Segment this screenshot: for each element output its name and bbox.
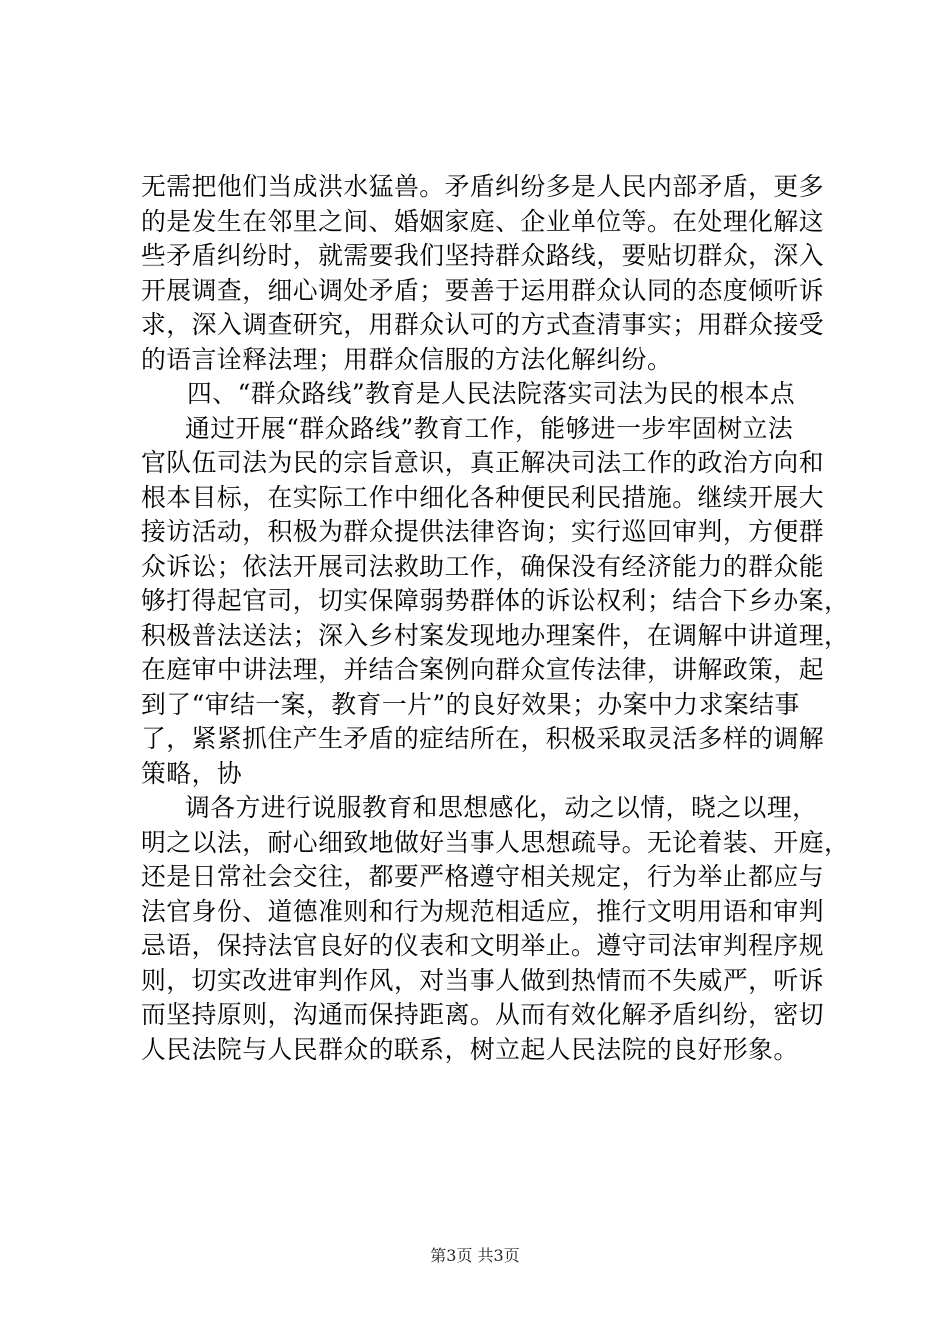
- text-line: 到了“审结一案，教育一片”的良好效果；办案中力求案结事: [141, 689, 800, 719]
- text-line: 官队伍司法为民的宗旨意识，真正解决司法工作的政治方向和: [141, 448, 825, 477]
- text-line: 求，深入调查研究，用群众认可的方式查清事实；用群众接受: [141, 310, 825, 339]
- text-line: 众诉讼；依法开展司法救助工作，确保没有经济能力的群众能: [141, 551, 825, 581]
- text-line: 在庭审中讲法理，并结合案例向群众宣传法律，讲解政策，起: [141, 655, 825, 684]
- text-line: 够打得起官司，切实保障弱势群体的诉讼权利；结合下乡办案，: [141, 586, 850, 615]
- text-line: 法官身份、道德准则和行为规范相适应，推行文明用语和审判: [141, 896, 825, 926]
- text-line: 的语言诠释法理；用群众信服的方法化解纠纷。: [141, 344, 673, 374]
- text-line: 的是发生在邻里之间、婚姻家庭、企业单位等。在处理化解这: [141, 206, 825, 236]
- page-footer: 第3页 共3页: [430, 1246, 520, 1265]
- text-line: 人民法院与人民群众的联系，树立起人民法院的良好形象。: [141, 1034, 799, 1064]
- text-line: 通过开展“群众路线”教育工作，能够进一步牢固树立法: [185, 413, 794, 443]
- text-line: 些矛盾纠纷时，就需要我们坚持群众路线，要贴切群众，深入: [141, 241, 825, 270]
- text-line: 还是日常社会交往，都要严格遵守相关规定，行为举止都应与: [141, 862, 825, 891]
- text-line: 则，切实改进审判作风，对当事人做到热情而不失威严，听诉: [141, 965, 825, 995]
- text-line: 无需把他们当成洪水猛兽。矛盾纠纷多是人民内部矛盾，更多: [141, 172, 825, 201]
- text-line: 根本目标，在实际工作中细化各种便民利民措施。继续开展大: [141, 482, 825, 512]
- document-body: [141, 170, 850, 1067]
- text-line: 忌语，保持法官良好的仪表和文明举止。遵守司法审判程序规: [141, 931, 825, 960]
- text-line: 了，紧紧抓住产生矛盾的症结所在，积极采取灵活多样的调解: [141, 724, 825, 753]
- text-line: 策略，协: [141, 758, 243, 788]
- text-line: 调各方进行说服教育和思想感化，动之以情，晓之以理，: [185, 793, 818, 822]
- text-line: 接访活动，积极为群众提供法律咨询；实行巡回审判，方便群: [141, 517, 825, 546]
- text-line: 积极普法送法；深入乡村案发现地办理案件，在调解中讲道理，: [141, 620, 850, 650]
- text-line: 而坚持原则，沟通而保持距离。从而有效化解矛盾纠纷，密切: [141, 1000, 825, 1029]
- section-heading: 四、“群众路线”教育是人民法院落实司法为民的根本点: [187, 379, 796, 408]
- text-line: 明之以法，耐心细致地做好当事人思想疏导。无论着装、开庭，: [141, 827, 850, 857]
- text-line: 开展调查，细心调处矛盾；要善于运用群众认同的态度倾听诉: [141, 275, 825, 305]
